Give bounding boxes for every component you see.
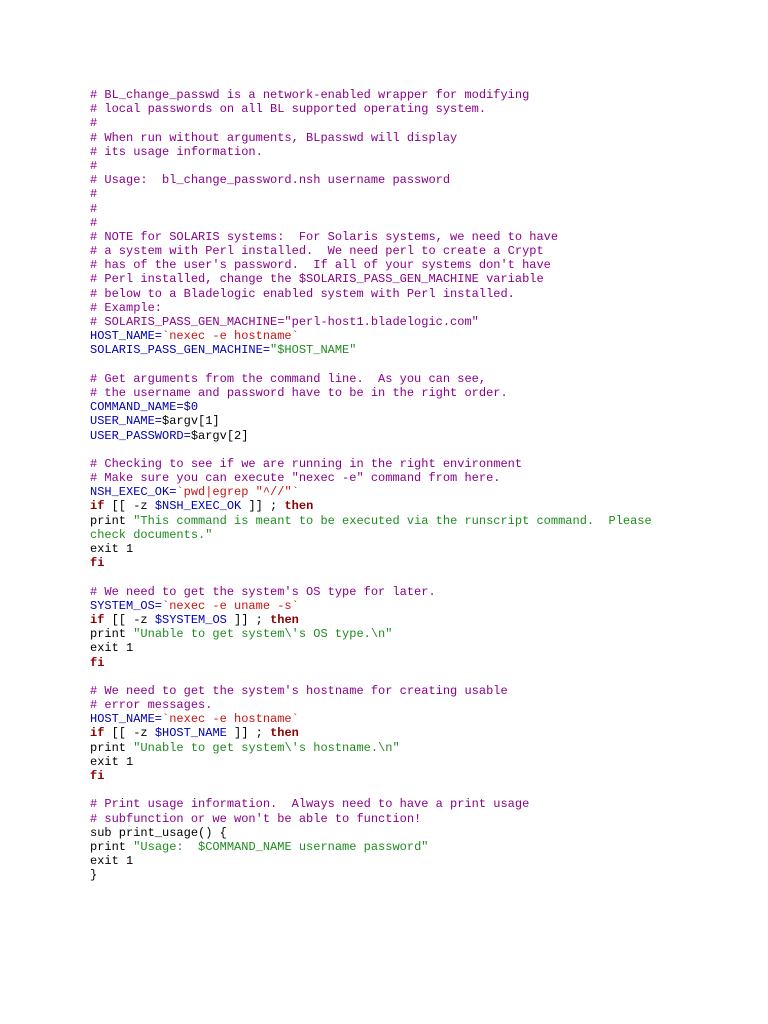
variable: SOLARIS_PASS_GEN_MACHINE= <box>90 343 271 358</box>
variable: SYSTEM_OS= <box>90 598 163 613</box>
comment: # Get arguments from the command line. As you can see, <box>90 371 487 386</box>
comment: # Checking to see if we are running in the right environment <box>90 456 523 471</box>
keyword: fi <box>90 556 105 571</box>
code-line <box>90 585 652 599</box>
code-text: [[ -z <box>104 499 155 514</box>
comment: # Usage: bl_change_password.nsh username password <box>90 173 451 188</box>
blank-line <box>90 670 652 684</box>
code-line <box>90 556 652 570</box>
code-text: } <box>90 868 98 883</box>
code-line <box>90 386 652 400</box>
variable: USER_NAME= <box>90 414 163 429</box>
code-line <box>90 301 652 315</box>
comment: # local passwords on all BL supported operating system. <box>90 102 487 117</box>
code-text: [[ -z <box>104 726 155 741</box>
comment: # has of the user's password. If all of your systems don't have <box>90 258 551 273</box>
code-line <box>90 329 652 343</box>
blank-line <box>90 443 652 457</box>
code-text: print <box>90 513 134 528</box>
code-line <box>90 755 652 769</box>
code-text: print <box>90 627 134 642</box>
code-text: ]] ; <box>226 612 271 627</box>
code-line <box>90 116 652 130</box>
code-line <box>90 797 652 811</box>
code-line <box>90 145 652 159</box>
comment: # Make sure you can execute "nexec -e" command from here. <box>90 471 501 486</box>
code-line <box>90 414 652 428</box>
code-line <box>90 287 652 301</box>
string: "Usage: $COMMAND_NAME username password" <box>133 839 429 854</box>
string: "Unable to get system\'s hostname.\n" <box>133 740 400 755</box>
code-line <box>90 741 652 755</box>
code-line <box>90 514 652 528</box>
code-line <box>90 726 652 740</box>
comment: # subfunction or we won't be able to function! <box>90 811 422 826</box>
code-line <box>90 499 652 513</box>
comment: # NOTE for SOLARIS systems: For Solaris systems, we need to have <box>90 229 559 244</box>
code-line <box>90 173 652 187</box>
variable: COMMAND_NAME=$0 <box>90 400 199 415</box>
variable: HOST_NAME= <box>90 712 163 727</box>
comment: # error messages. <box>90 698 213 713</box>
code-line <box>90 343 652 357</box>
code-text: exit 1 <box>90 754 134 769</box>
keyword: if <box>90 612 105 627</box>
code-line <box>90 159 652 173</box>
comment: # <box>90 116 98 131</box>
backtick-command: `nexec -e uname -s` <box>162 598 299 613</box>
code-text: $argv[1] <box>162 414 220 429</box>
code-text: sub print_usage() { <box>90 825 227 840</box>
code-line <box>90 826 652 840</box>
code-line <box>90 230 652 244</box>
code-line <box>90 528 652 542</box>
code-line <box>90 102 652 116</box>
variable: $SYSTEM_OS <box>154 612 227 627</box>
blank-line <box>90 358 652 372</box>
comment: # <box>90 215 98 230</box>
code-line <box>90 641 652 655</box>
code-line <box>90 88 652 102</box>
code-line <box>90 187 652 201</box>
keyword: if <box>90 499 105 514</box>
keyword: then <box>270 726 299 741</box>
code-text: exit 1 <box>90 854 134 869</box>
string: "$HOST_NAME" <box>270 343 357 358</box>
comment: # the username and password have to be in the right order. <box>90 385 508 400</box>
comment: # When run without arguments, BLpasswd will display <box>90 130 458 145</box>
code-text: $argv[2] <box>190 428 249 443</box>
code-line <box>90 684 652 698</box>
comment: # We need to get the system's hostname for creating usable <box>90 683 508 698</box>
blank-line <box>90 570 652 584</box>
code-line <box>90 769 652 783</box>
blank-line <box>90 783 652 797</box>
code-line <box>90 854 652 868</box>
code-line <box>90 698 652 712</box>
code-line <box>90 429 652 443</box>
variable: $NSH_EXEC_OK <box>154 499 242 514</box>
code-line <box>90 272 652 286</box>
backtick-command: `nexec -e hostname` <box>162 329 299 344</box>
string: "This command is meant to be executed via the runscript command. Please <box>133 513 652 528</box>
variable: HOST_NAME= <box>90 329 163 344</box>
code-line <box>90 202 652 216</box>
comment: # <box>90 201 98 216</box>
code-text: [[ -z <box>104 612 155 627</box>
code-line <box>90 599 652 613</box>
code-line <box>90 258 652 272</box>
comment: # <box>90 158 98 173</box>
comment: # We need to get the system's OS type for later. <box>90 584 436 599</box>
string: "Unable to get system\'s OS type.\n" <box>133 627 393 642</box>
code-text: print <box>90 740 134 755</box>
code-line <box>90 627 652 641</box>
code-line <box>90 471 652 485</box>
code-text: ]] ; <box>241 499 285 514</box>
code-line <box>90 656 652 670</box>
code-line <box>90 372 652 386</box>
code-text: exit 1 <box>90 641 134 656</box>
code-text: exit 1 <box>90 542 134 556</box>
code-text: ]] ; <box>226 726 271 741</box>
comment: # Print usage information. Always need to have a print usage <box>90 797 530 812</box>
code-line <box>90 244 652 258</box>
keyword: then <box>270 612 299 627</box>
keyword: fi <box>90 769 105 783</box>
comment: # Example: <box>90 300 163 315</box>
comment: # Perl installed, change the $SOLARIS_PASS_GEN_MACHINE variable <box>90 272 544 287</box>
comment: # below to a Bladelogic enabled system with Perl installed. <box>90 286 515 301</box>
string: check documents." <box>90 527 213 542</box>
variable: $HOST_NAME <box>154 726 227 741</box>
code-line <box>90 542 652 556</box>
comment: # SOLARIS_PASS_GEN_MACHINE="perl-host1.bladelogic.com" <box>90 315 479 329</box>
code-line <box>90 400 652 414</box>
comment: # <box>90 187 98 202</box>
code-line <box>90 840 652 854</box>
backtick-command: `pwd|egrep "^//"` <box>176 485 299 500</box>
comment: # a system with Perl installed. We need perl to create a Crypt <box>90 244 544 259</box>
code-line <box>90 457 652 471</box>
code-listing <box>90 88 652 883</box>
keyword: then <box>284 499 314 514</box>
keyword: if <box>90 726 105 741</box>
code-text: print <box>90 839 134 854</box>
code-line <box>90 131 652 145</box>
code-line <box>90 613 652 627</box>
keyword: fi <box>90 655 105 670</box>
comment: # BL_change_passwd is a network-enabled wrapper for modifying <box>90 88 530 102</box>
variable: NSH_EXEC_OK= <box>90 485 177 500</box>
code-line <box>90 315 652 329</box>
variable: USER_PASSWORD= <box>90 428 191 443</box>
code-line <box>90 485 652 499</box>
code-line <box>90 868 652 882</box>
comment: # its usage information. <box>90 144 263 159</box>
backtick-command: `nexec -e hostname` <box>162 712 299 727</box>
code-line <box>90 812 652 826</box>
code-line <box>90 712 652 726</box>
code-line <box>90 216 652 230</box>
